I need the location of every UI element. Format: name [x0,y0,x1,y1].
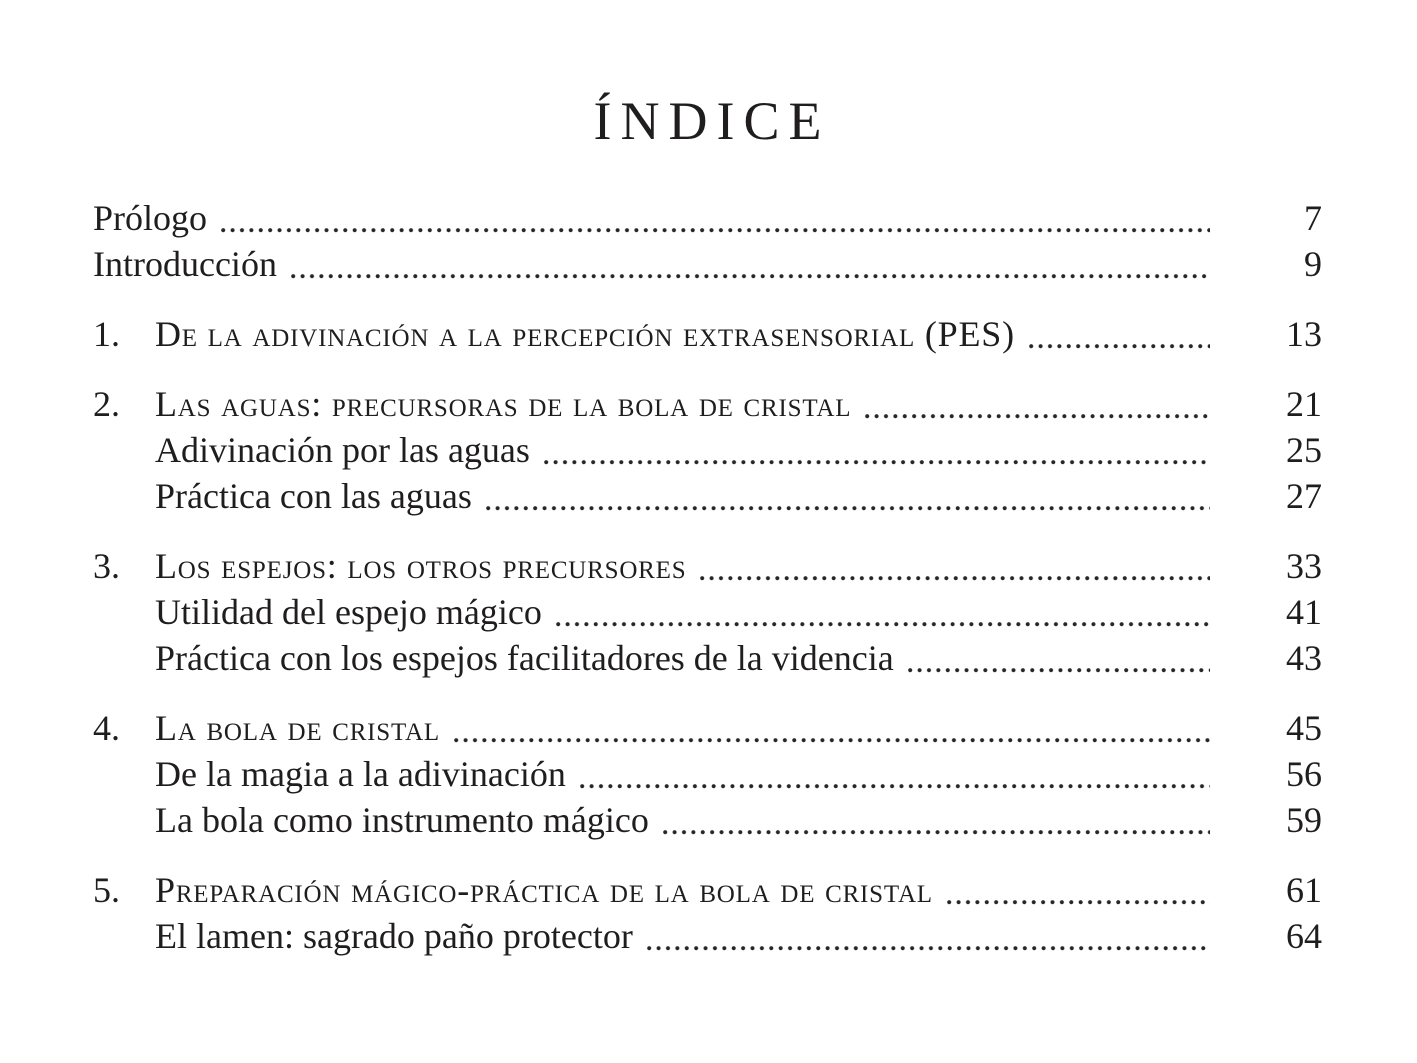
dot-leader [865,413,1210,420]
toc-entry [93,913,1322,959]
entry-number: 5. [93,870,120,911]
page-number: 56 [1286,754,1322,795]
page-number: 61 [1286,870,1322,911]
page-number: 43 [1286,638,1322,679]
page-number: 59 [1286,800,1322,841]
page-number: 21 [1286,384,1322,425]
page-number: 64 [1286,916,1322,957]
dot-leader [647,945,1210,952]
page-number: 33 [1286,546,1322,587]
entry-label: Las aguas: precursoras de la bola de cristal [155,384,852,425]
toc-entry [93,751,1322,797]
dot-leader [1029,343,1210,350]
entry-label: El lamen: sagrado paño protector [155,916,633,957]
toc-entry [93,635,1322,681]
entry-label: Prólogo [93,198,208,239]
dot-leader [947,899,1210,906]
dot-leader [486,505,1210,512]
entry-number: 4. [93,708,120,749]
dot-leader [291,273,1210,280]
dot-leader [221,227,1210,234]
entry-label: De la adivinación a la percepción extrasensorial (PES) [155,314,1015,355]
page-number: 13 [1286,314,1322,355]
page-title: ÍNDICE [593,91,831,151]
entry-label: Preparación mágico-práctica de la bola de cristal [155,870,933,911]
dot-leader [454,737,1210,744]
entry-label: Adivinación por las aguas [155,430,530,471]
toc-list [93,195,1322,959]
page-number: 27 [1286,476,1322,517]
toc-entry [93,195,1322,241]
toc-entry [93,797,1322,843]
entry-number: 1. [93,314,120,355]
dot-leader [556,621,1210,628]
entry-number: 3. [93,546,120,587]
dot-leader [580,783,1210,790]
toc-entry [93,543,1322,589]
toc-entry [93,241,1322,287]
page-number: 41 [1286,592,1322,633]
dot-leader [908,667,1210,674]
dot-leader [544,459,1210,466]
toc-entry [93,867,1322,913]
page-number: 9 [1304,244,1322,285]
toc-entry [93,381,1322,427]
toc-entry [93,311,1322,357]
page-number: 7 [1304,198,1322,239]
toc-entry [93,427,1322,473]
entry-number: 2. [93,384,120,425]
toc-entry [93,473,1322,519]
toc-entry [93,589,1322,635]
entry-label: Utilidad del espejo mágico [155,592,542,633]
entry-label: Introducción [93,244,277,285]
dot-leader [700,575,1210,582]
entry-label: De la magia a la adivinación [155,754,566,795]
entry-label: Práctica con las aguas [155,476,472,517]
page-number: 25 [1286,430,1322,471]
entry-label: Práctica con los espejos facilitadores de la videncia [155,638,894,679]
entry-label: La bola como instrumento mágico [155,800,649,841]
toc-entry [93,705,1322,751]
entry-label: La bola de cristal [155,708,440,749]
entry-label: Los espejos: los otros precursores [155,546,687,587]
page-number: 45 [1286,708,1322,749]
dot-leader [663,829,1210,836]
